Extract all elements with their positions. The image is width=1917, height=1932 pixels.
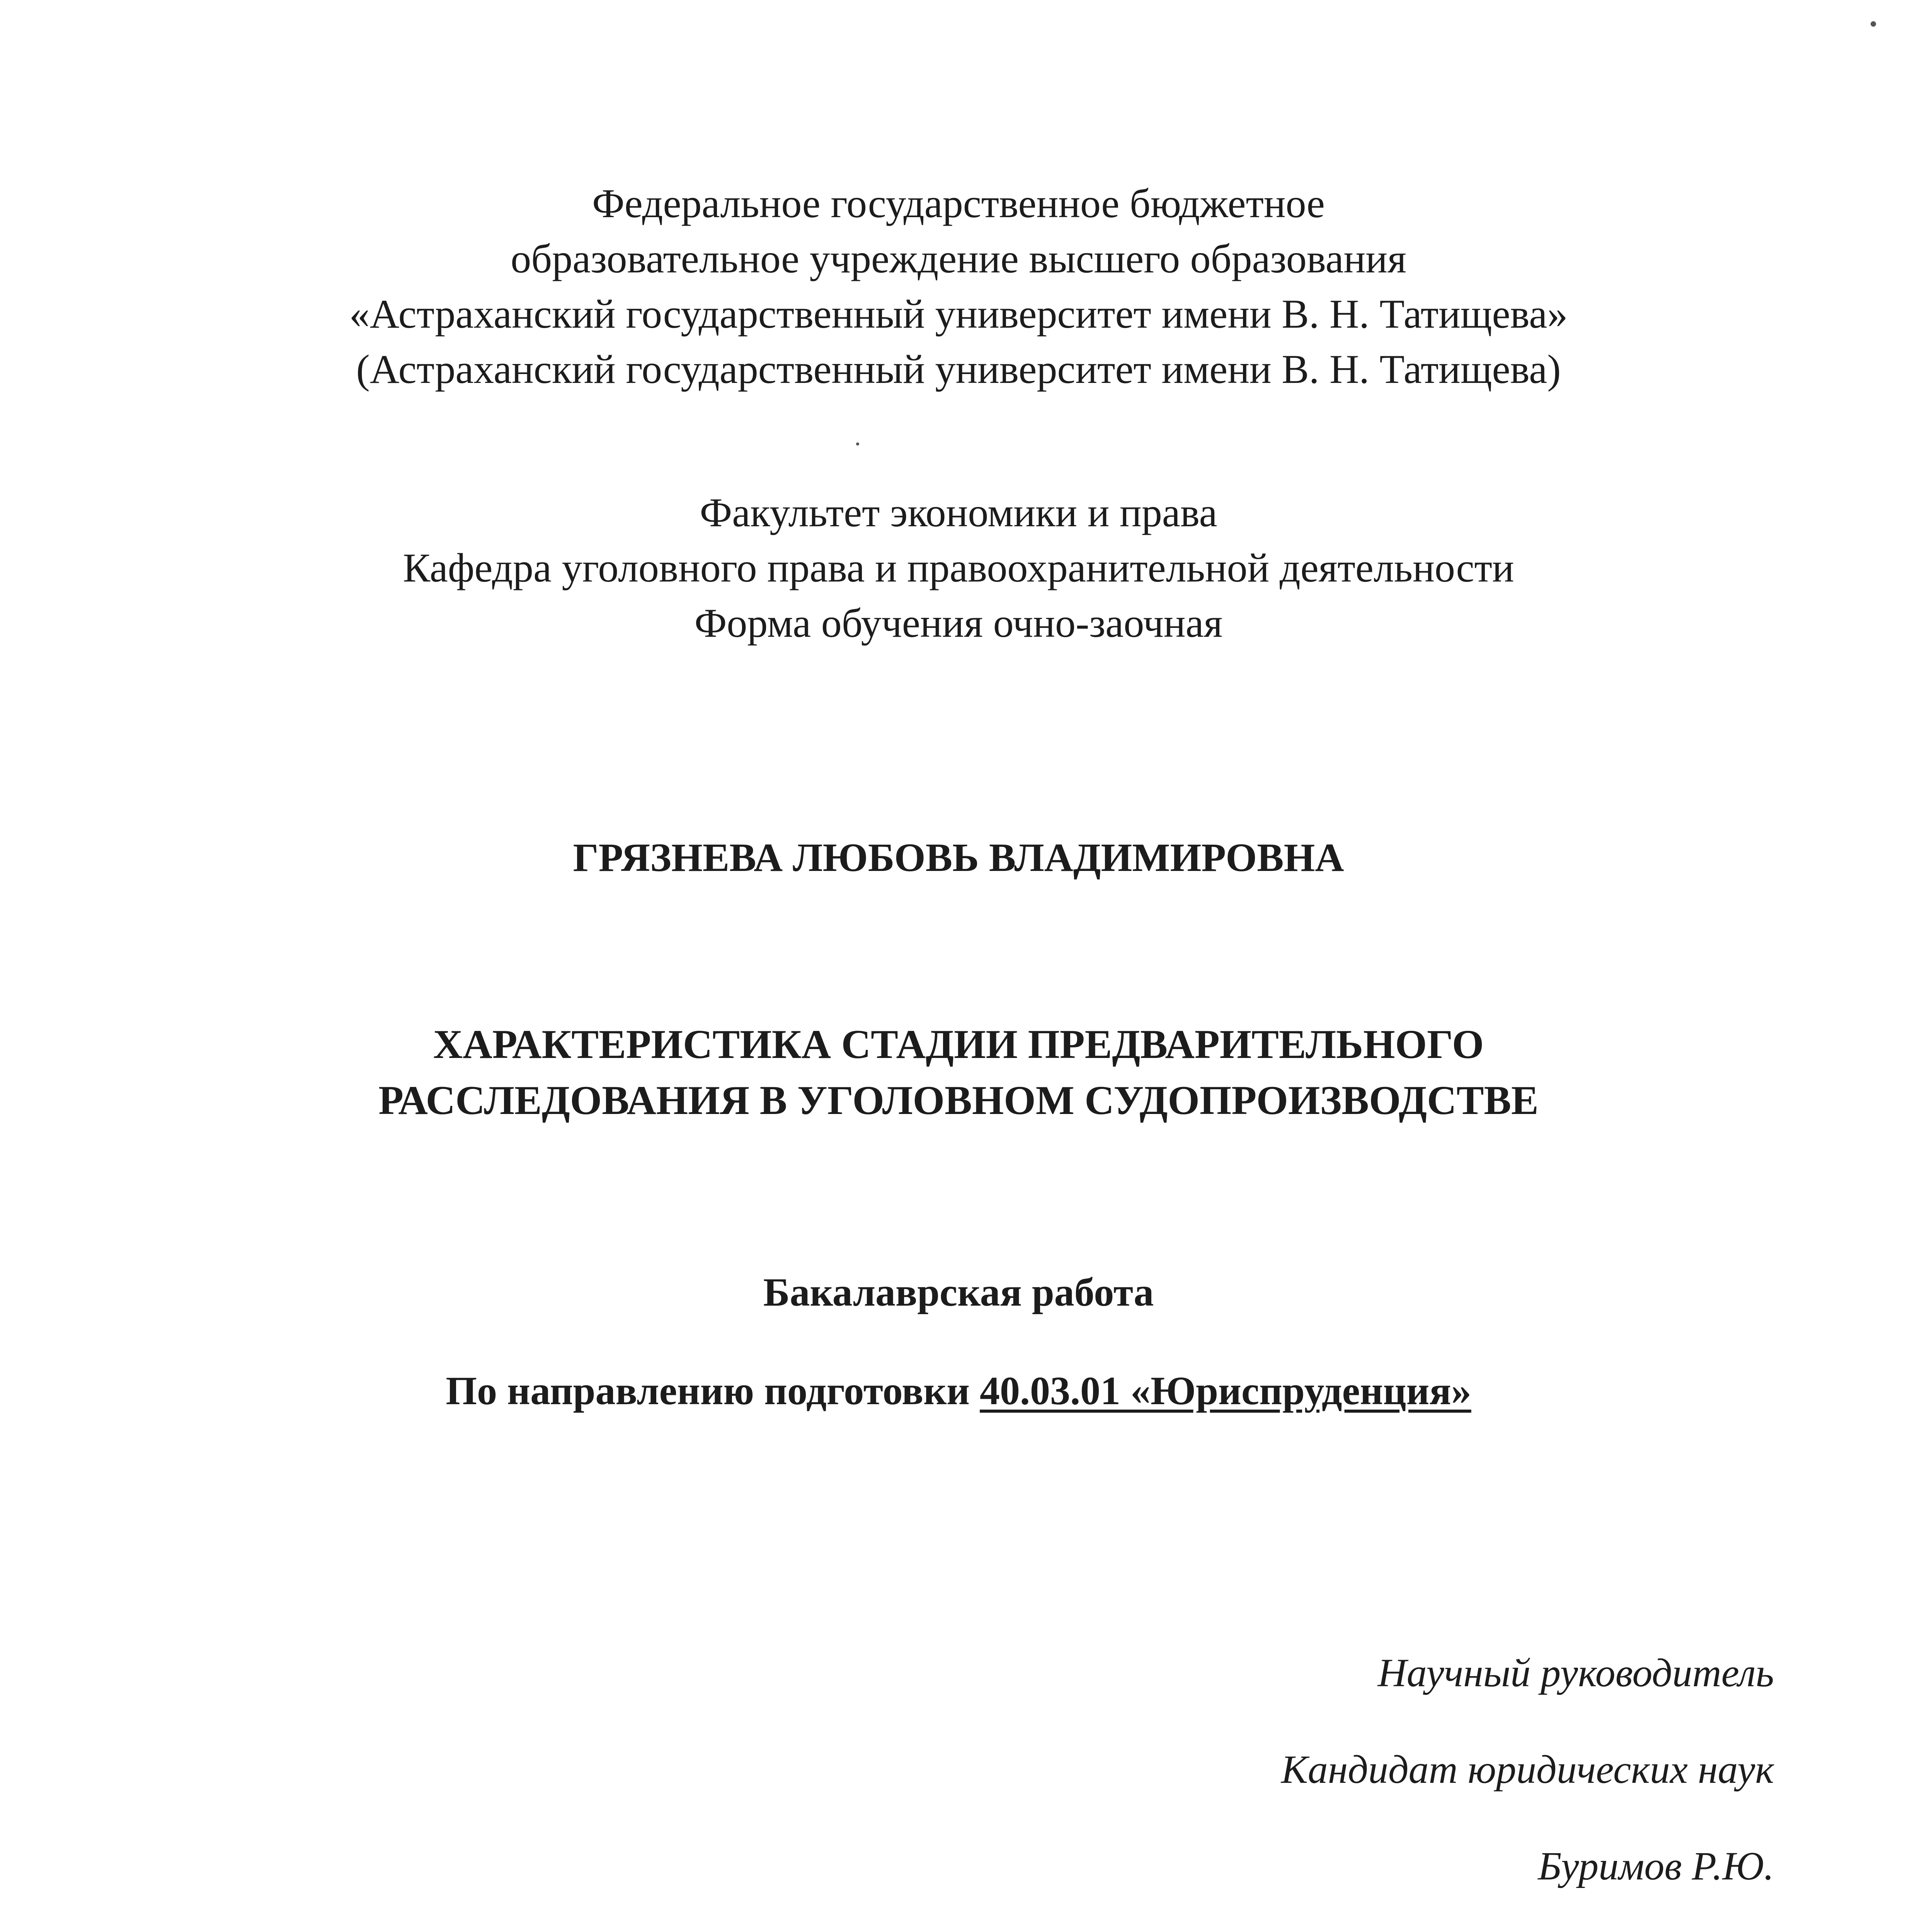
thesis-title-line: ХАРАКТЕРИСТИКА СТАДИИ ПРЕДВАРИТЕЛЬНОГО	[433, 1022, 1484, 1067]
thesis-title-line: РАССЛЕДОВАНИЯ В УГОЛОВНОМ СУДОПРОИЗВОДСТВЕ	[378, 1078, 1539, 1123]
study-direction-code: 40.03.01 «Юриспруденция»	[980, 1369, 1471, 1413]
department-line: Кафедра уголовного права и правоохранительной деятельности	[403, 545, 1514, 590]
thesis-title	[0, 1016, 1917, 1128]
study-form-line: Форма обучения очно-заочная	[694, 600, 1223, 646]
author-name-text: ГРЯЗНЕВА ЛЮБОВЬ ВЛАДИМИРОВНА	[573, 835, 1344, 880]
institution-line: (Астраханский государственный университет имени В. Н. Татищева)	[356, 347, 1561, 392]
study-direction	[0, 1364, 1917, 1418]
supervisor-role: Научный руководитель	[1377, 1651, 1774, 1695]
work-type-text: Бакалаврская работа	[763, 1270, 1154, 1315]
study-direction-line	[0, 1364, 1917, 1418]
institution-line: «Астраханский государственный университет имени В. Н. Татищева»	[349, 291, 1568, 337]
institution-header	[0, 176, 1917, 397]
author-name	[0, 831, 1917, 885]
faculty-block	[0, 485, 1917, 651]
scan-speck	[856, 442, 859, 446]
work-type	[0, 1265, 1917, 1320]
institution-line: Федеральное государственное бюджетное	[592, 181, 1325, 226]
study-direction-prefix: По направлению подготовки	[446, 1369, 980, 1413]
scan-speck	[1871, 21, 1876, 27]
faculty-line: Факультет экономики и права	[700, 490, 1217, 535]
supervisor-degree: Кандидат юридических наук	[1281, 1747, 1774, 1792]
supervisor-name: Буримов Р.Ю.	[1538, 1844, 1774, 1888]
institution-line: образовательное учреждение высшего образования	[511, 236, 1406, 281]
